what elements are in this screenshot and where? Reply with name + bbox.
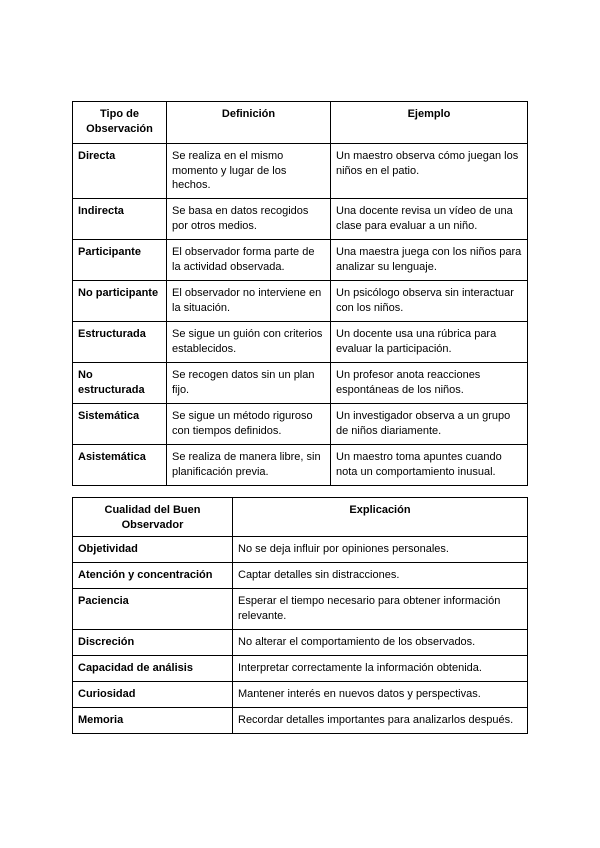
cell-explanation: Interpretar correctamente la información obtenida. <box>233 656 528 682</box>
cell-definition: El observador forma parte de la actividad observada. <box>167 240 331 281</box>
cell-quality: Discreción <box>73 630 233 656</box>
cell-type: Sistemática <box>73 404 167 445</box>
table-row <box>73 563 528 589</box>
table-row <box>73 199 528 240</box>
cell-example: Un maestro observa cómo juegan los niños en el patio. <box>331 144 528 199</box>
cell-quality: Objetividad <box>73 537 233 563</box>
column-header-example: Ejemplo <box>331 102 528 144</box>
cell-example: Un docente usa una rúbrica para evaluar la participación. <box>331 322 528 363</box>
table-row <box>73 322 528 363</box>
cell-example: Una maestra juega con los niños para analizar su lenguaje. <box>331 240 528 281</box>
table-row <box>73 682 528 708</box>
cell-explanation: Esperar el tiempo necesario para obtener información relevante. <box>233 589 528 630</box>
cell-explanation: No se deja influir por opiniones personales. <box>233 537 528 563</box>
observation-types-table <box>72 101 528 486</box>
observer-qualities-table <box>72 497 528 734</box>
table-header-row <box>73 498 528 537</box>
cell-type: Estructurada <box>73 322 167 363</box>
cell-explanation: Recordar detalles importantes para analizarlos después. <box>233 708 528 734</box>
cell-example: Un psicólogo observa sin interactuar con los niños. <box>331 281 528 322</box>
table-row <box>73 240 528 281</box>
table-row <box>73 656 528 682</box>
cell-definition: Se sigue un guión con criterios establecidos. <box>167 322 331 363</box>
table-row <box>73 537 528 563</box>
cell-type: No participante <box>73 281 167 322</box>
table-row <box>73 630 528 656</box>
cell-explanation: Mantener interés en nuevos datos y perspectivas. <box>233 682 528 708</box>
table-header-row <box>73 102 528 144</box>
table-row <box>73 363 528 404</box>
cell-definition: El observador no interviene en la situación. <box>167 281 331 322</box>
cell-definition: Se realiza de manera libre, sin planificación previa. <box>167 445 331 486</box>
table-row <box>73 589 528 630</box>
column-header-type: Tipo de Observación <box>73 102 167 144</box>
cell-definition: Se realiza en el mismo momento y lugar de los hechos. <box>167 144 331 199</box>
table-row <box>73 445 528 486</box>
table-row <box>73 404 528 445</box>
cell-explanation: No alterar el comportamiento de los observados. <box>233 630 528 656</box>
cell-quality: Memoria <box>73 708 233 734</box>
cell-type: Participante <box>73 240 167 281</box>
cell-example: Un maestro toma apuntes cuando nota un comportamiento inusual. <box>331 445 528 486</box>
cell-quality: Capacidad de análisis <box>73 656 233 682</box>
cell-type: No estructurada <box>73 363 167 404</box>
cell-type: Indirecta <box>73 199 167 240</box>
cell-type: Directa <box>73 144 167 199</box>
cell-example: Una docente revisa un vídeo de una clase para evaluar a un niño. <box>331 199 528 240</box>
table-row <box>73 144 528 199</box>
cell-definition: Se sigue un método riguroso con tiempos definidos. <box>167 404 331 445</box>
cell-example: Un investigador observa a un grupo de niños diariamente. <box>331 404 528 445</box>
column-header-quality: Cualidad del Buen Observador <box>73 498 233 537</box>
cell-quality: Atención y concentración <box>73 563 233 589</box>
column-header-explanation: Explicación <box>233 498 528 537</box>
table-row <box>73 281 528 322</box>
cell-type: Asistemática <box>73 445 167 486</box>
cell-definition: Se recogen datos sin un plan fijo. <box>167 363 331 404</box>
table-row <box>73 708 528 734</box>
cell-definition: Se basa en datos recogidos por otros medios. <box>167 199 331 240</box>
column-header-definition: Definición <box>167 102 331 144</box>
cell-explanation: Captar detalles sin distracciones. <box>233 563 528 589</box>
cell-quality: Curiosidad <box>73 682 233 708</box>
cell-example: Un profesor anota reacciones espontáneas de los niños. <box>331 363 528 404</box>
cell-quality: Paciencia <box>73 589 233 630</box>
